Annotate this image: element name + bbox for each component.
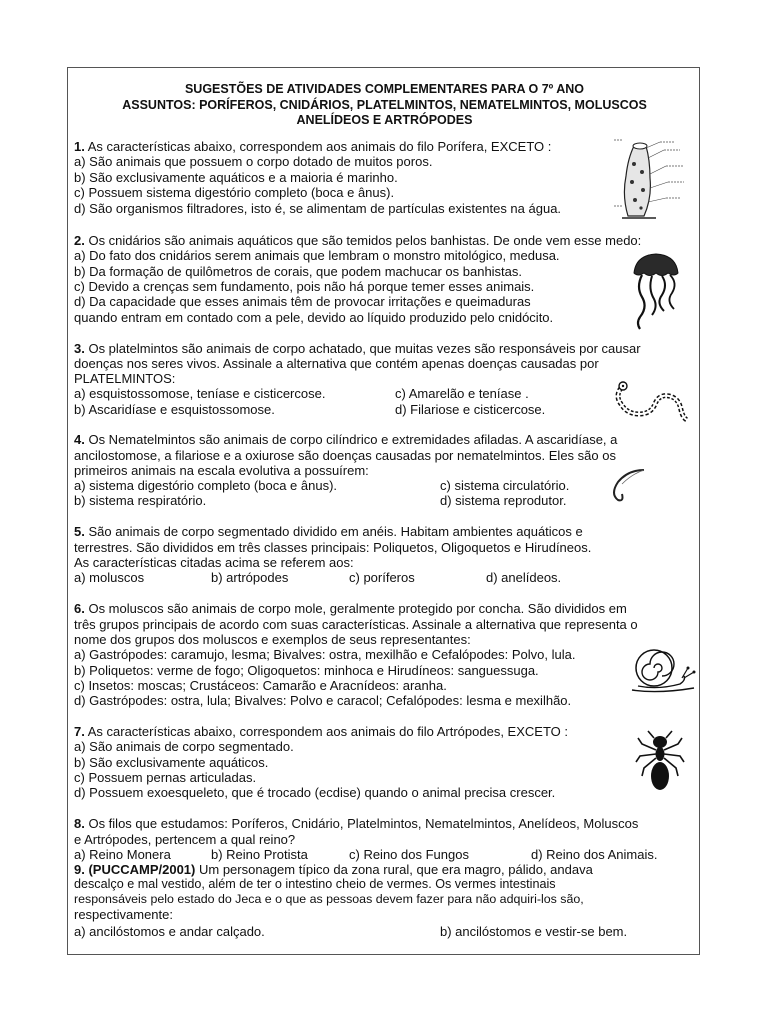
q4-option-d[interactable]: d) sistema reprodutor. [440,493,567,508]
q7-option-a[interactable]: a) São animais de corpo segmentado. [74,739,294,754]
snail-illustration [628,646,700,696]
q3-stem-line2: doenças nos seres vivos. Assinale a alternativa que contém apenas doenças causadas por [74,356,599,371]
q1-option-c[interactable]: c) Possuem sistema digestório completo (boca e ânus). [74,185,395,200]
q7-stem: 7. As características abaixo, correspondem aos animais do filo Artrópodes, EXCETO : [74,724,568,739]
q8-option-d[interactable]: d) Reino dos Animais. [531,847,658,862]
q8-option-c[interactable]: c) Reino dos Fungos [349,847,469,862]
q4-option-b[interactable]: b) sistema respiratório. [74,493,207,508]
q9-stem-line2: descalço e mal vestido, além de ter o intestino cheio de vermes. Os vermes intestinais [74,877,556,891]
q8-option-a[interactable]: a) Reino Monera [74,847,171,862]
q6-option-b[interactable]: b) Poliquetos: verme de fogo; Oligoquetos: minhoca e Hirudíneos: sanguessuga. [74,663,539,678]
roundworm-illustration [608,466,648,504]
worksheet-subjects-cont: ANELÍDEOS E ARTRÓPODES [296,113,473,127]
q3-option-a[interactable]: a) esquistossomose, teníase e cisticercose. [74,386,326,401]
tapeworm-illustration [611,380,691,424]
q8-option-b[interactable]: b) Reino Protista [211,847,308,862]
q9-stem-line4: respectivamente: [74,907,173,922]
worksheet-title: SUGESTÕES DE ATIVIDADES COMPLEMENTARES PARA O 7º ANO [184,82,585,96]
q9-stem: 9. (PUCCAMP/2001) Um personagem típico da zona rural, que era magro, pálido, andava [74,862,593,877]
q4-stem-line3: primeiros animais na escala evolutiva a possuírem: [74,463,369,478]
worksheet [67,67,700,955]
q2-option-d-cont: quando entram em contado com a pele, devido ao líquido produzido pelo cnidócito. [74,310,554,325]
q1-stem: 1. As características abaixo, correspondem aos animais do filo Porífera, EXCETO : [74,139,552,154]
q1-option-a[interactable]: a) São animais que possuem o corpo dotado de muitos poros. [74,154,433,169]
q2-option-c[interactable]: c) Devido a crenças sem fundamento, pois não há porque temer esses animais. [74,279,535,294]
q3-option-d[interactable]: d) Filariose e cisticercose. [395,402,546,417]
q4-stem-line2: ancilostomose, a filariose e a oxiurose são doenças causadas por nematelmintos. Eles são os [74,448,616,463]
q7-option-b[interactable]: b) São exclusivamente aquáticos. [74,755,269,770]
q6-stem-line2: três grupos principais de acordo com suas características. Assinale a alternativa que representa o [74,617,638,632]
q5-stem: 5. São animais de corpo segmentado dividido em anéis. Habitam ambientes aquáticos e [74,524,583,539]
q8-stem-line2: e Artrópodes, pertencem a qual reino? [74,832,296,847]
q2-option-b[interactable]: b) Da formação de quilômetros de corais, que podem machucar os banhistas. [74,264,523,279]
q4-option-c[interactable]: c) sistema circulatório. [440,478,570,493]
q6-option-a[interactable]: a) Gastrópodes: caramujo, lesma; Bivalves: ostra, mexilhão e Cefalópodes: Polvo, lula. [74,647,576,662]
q3-option-c[interactable]: c) Amarelão e teníase . [395,386,529,401]
q5-stem-line2: terrestres. São divididos em três classes principais: Poliquetos, Oligoquetos e Hirudíneos. [74,540,592,555]
q5-option-d[interactable]: d) anelídeos. [486,570,562,585]
q3-stem-line3: PLATELMINTOS: [74,371,176,386]
q8-stem: 8. Os filos que estudamos: Poríferos, Cnidário, Platelmintos, Nematelmintos, Anelídeos, Moluscos [74,816,639,831]
q2-option-a[interactable]: a) Do fato dos cnidários serem animais que lembram o monstro mitológico, medusa. [74,248,560,263]
sponge-illustration [608,136,688,222]
q3-stem: 3. Os platelmintos são animais de corpo achatado, que muitas vezes são responsáveis por causar [74,341,641,356]
q5-option-c[interactable]: c) poríferos [349,570,415,585]
q4-option-a[interactable]: a) sistema digestório completo (boca e ânus). [74,478,338,493]
q4-stem: 4. Os Nematelmintos são animais de corpo cilíndrico e extremidades afiladas. A ascaridíase, a [74,432,618,447]
q9-option-a[interactable]: a) ancilóstomos e andar calçado. [74,924,265,939]
q3-option-b[interactable]: b) Ascaridíase e esquistossomose. [74,402,275,417]
q9-stem-line3: responsáveis pelo estado do Jeca e o que as pessoas devem fazer para não adquiri-los são, [74,892,584,906]
q1-option-b[interactable]: b) São exclusivamente aquáticos e a maioria é marinho. [74,170,398,185]
q5-option-b[interactable]: b) artrópodes [211,570,289,585]
q5-stem-line3: As características citadas acima se referem aos: [74,555,354,570]
q2-stem: 2. Os cnidários são animais aquáticos que são temidos pelos banhistas. De onde vem esse medo: [74,233,642,248]
q7-option-c[interactable]: c) Possuem pernas articuladas. [74,770,257,785]
q6-stem: 6. Os moluscos são animais de corpo mole, geralmente protegido por concha. São divididos em [74,601,627,616]
q2-option-d[interactable]: d) Da capacidade que esses animais têm de provocar irritações e queimaduras [74,294,531,309]
q6-option-d[interactable]: d) Gastrópodes: ostra, lula; Bivalves: Polvo e caracol; Cefalópodes: lesma e mexilhão. [74,693,572,708]
q9-option-b[interactable]: b) ancilóstomos e vestir-se bem. [440,924,628,939]
q6-stem-line3: nome dos grupos dos moluscos e exemplos de seus representantes: [74,632,471,647]
q1-option-d[interactable]: d) São organismos filtradores, isto é, se alimentam de partículas existentes na água. [74,201,562,216]
worksheet-subjects: ASSUNTOS: PORÍFEROS, CNIDÁRIOS, PLATELMINTOS, NEMATELMINTOS, MOLUSCOS [122,98,647,112]
q6-option-c[interactable]: c) Insetos: moscas; Crustáceos: Camarão e Aracnídeos: aranha. [74,678,447,693]
ant-illustration [634,730,686,794]
q7-option-d[interactable]: d) Possuem exoesqueleto, que é trocado (ecdise) quando o animal precisa crescer. [74,785,556,800]
q5-option-a[interactable]: a) moluscos [74,570,145,585]
jellyfish-illustration [628,251,684,331]
